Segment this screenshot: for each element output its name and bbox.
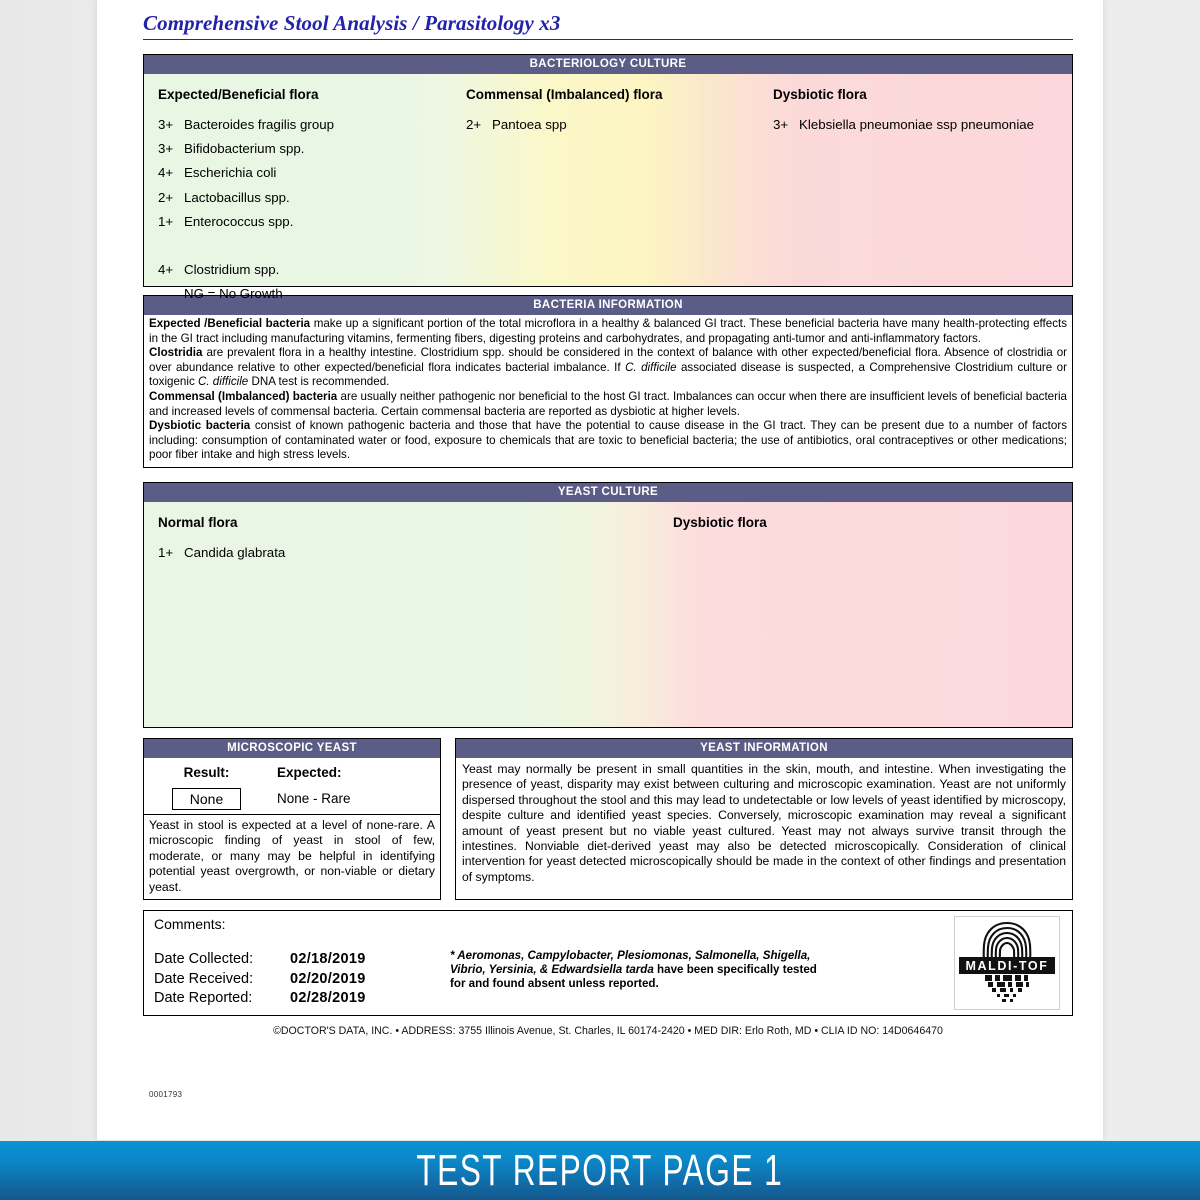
date-received-label: Date Received:: [154, 970, 254, 987]
paragraph-dysbiotic: [149, 419, 1067, 463]
normal-yeast-list: [158, 541, 638, 565]
maldi-tof-label: MALDI-TOF: [965, 958, 1049, 973]
date-received-row: [154, 970, 366, 990]
bacteriology-culture-panel: [143, 54, 1073, 302]
organism-name: Candida glabrata: [184, 544, 286, 560]
list-item: [466, 113, 756, 137]
report-page: [97, 0, 1103, 1140]
test-report-banner: [0, 1141, 1200, 1200]
paragraph-expected: [149, 317, 1067, 346]
yeast-culture-panel: [143, 482, 1073, 728]
column-dysbiotic-yeast: [673, 502, 1053, 530]
report-content: [143, 0, 1073, 1037]
result-column: [144, 765, 269, 810]
organism-level: 4+: [158, 165, 174, 181]
comments-label: Comments:: [154, 915, 226, 932]
expected-organism-list: [158, 113, 458, 306]
organism-name: Pantoea spp: [492, 117, 567, 132]
organism-level: 3+: [158, 117, 174, 132]
column-heading-dysbiotic-yeast: Dysbiotic flora: [673, 514, 767, 530]
list-item: [158, 541, 638, 565]
italic-c-difficile-2: C. difficile: [197, 375, 249, 389]
column-heading-commensal: Commensal (Imbalanced) flora: [466, 87, 663, 102]
organism-level: 1+: [158, 544, 174, 560]
organism-level: 2+: [158, 189, 174, 205]
microscopic-yeast-panel: [143, 738, 441, 900]
list-item: [158, 113, 458, 137]
list-item: [158, 186, 458, 210]
microscopic-yeast-values: [144, 758, 440, 814]
column-expected-flora: [158, 74, 458, 306]
microscopic-yeast-header: MICROSCOPIC YEAST: [144, 739, 440, 758]
text-clostridia-2: associated disease is suspected, a Comprehensive Clostridium culture or toxigenic: [149, 360, 1067, 389]
column-heading-normal: Normal flora: [158, 514, 238, 530]
banner-label: TEST REPORT PAGE 1: [416, 1145, 784, 1195]
yeast-information-header: YEAST INFORMATION: [456, 739, 1072, 758]
footnote-text: have been specifically tested for and found absent unless reported.: [450, 963, 817, 991]
date-collected-label: Date Collected:: [154, 950, 254, 967]
commensal-organism-list: [466, 113, 756, 137]
label-commensal-bacteria: Commensal (Imbalanced) bacteria: [149, 389, 338, 403]
maldi-tof-pixel-dissolve: [985, 975, 1029, 1002]
list-item: [158, 137, 458, 161]
italic-c-difficile-1: C. difficile: [625, 360, 677, 374]
dysbiotic-organism-list: [773, 113, 1093, 137]
dates-block: [154, 950, 366, 1009]
text-commensal-bacteria: are usually neither pathogenic nor beneficial to the host GI tract. Imbalances can occur when there are insufficient levels of beneficial bacteria and increased levels of commensal bacteria. Certain commensal bacteria are reported as dysbiotic at higher levels.: [149, 389, 1067, 418]
column-normal-flora: [158, 502, 638, 565]
organism-level: 2+: [466, 117, 482, 132]
date-reported-row: [154, 989, 366, 1009]
label-dysbiotic-bacteria: Dysbiotic bacteria: [149, 419, 251, 433]
title-divider: [143, 39, 1073, 40]
text-clostridia-1: are prevalent flora in a healthy intestine. Clostridium spp. should be considered in the context of balance with other expected/beneficial flora. Absence of clostridia or over abundance relative to other expected/beneficial flora indicates bacterial imbalance. If: [149, 346, 1067, 374]
date-reported-value: 02/28/2019: [290, 990, 366, 1007]
list-item: [158, 161, 458, 185]
microscopic-yeast-note: Yeast in stool is expected at a level of none-rare. A microscopic finding of yeast in stool of few, moderate, or many may be helpful in identifying potential yeast overgrowth, or non-viable or dietary yeast.: [144, 814, 440, 899]
label-clostridia: Clostridia: [149, 346, 203, 360]
organism-name: Escherichia coli: [184, 165, 277, 181]
text-dysbiotic-bacteria: consist of known pathogenic bacteria and those that have the potential to cause disease in the GI tract. They can be present due to a number of factors including: consumption of contaminated water or food, exposure to chemicals that are toxic to beneficial bacteria; the use of antibiotics, oral contraceptives or other medications; poor fiber intake and high stress levels.: [149, 419, 1067, 462]
column-heading-dysbiotic: Dysbiotic flora: [773, 87, 867, 102]
bacteria-information-body: [144, 315, 1072, 467]
yeast-culture-header: YEAST CULTURE: [144, 483, 1072, 502]
label-expected-bacteria: Expected /Beneficial bacteria: [149, 317, 311, 330]
yeast-culture-body: [144, 502, 1072, 727]
list-spacer: [158, 234, 458, 258]
date-reported-label: Date Reported:: [154, 990, 253, 1007]
organism-name: Bifidobacterium spp.: [184, 141, 305, 157]
expected-column: [269, 765, 440, 810]
lab-footer: ©DOCTOR'S DATA, INC. • ADDRESS: 3755 Illinois Avenue, St. Charles, IL 60174-2420 • MED DIR: Erlo Roth, MD • CLIA ID NO: 14D0646470: [273, 1024, 943, 1037]
bottom-panels-row: [143, 738, 1073, 900]
text-clostridia-3: DNA test is recommended.: [248, 375, 390, 389]
expected-label: Expected:: [277, 764, 342, 780]
document-number: 0001793: [149, 1090, 183, 1099]
list-item-clostridia: [158, 258, 458, 282]
organism-name: Lactobacillus spp.: [184, 189, 290, 205]
organism-level: 3+: [773, 117, 789, 132]
organism-name: Enterococcus spp.: [184, 213, 294, 229]
comments-panel: [143, 910, 1073, 1016]
organism-name: Bacteroides fragilis group: [184, 117, 335, 132]
column-commensal-flora: [466, 74, 756, 137]
organism-level: 3+: [158, 141, 174, 157]
result-value-box: None: [172, 788, 241, 810]
maldi-tof-fingerprint-icon: [955, 917, 1059, 1009]
pathogen-footnote: [450, 949, 830, 992]
expected-value: None - Rare: [277, 790, 351, 806]
date-collected-value: 02/18/2019: [290, 950, 366, 967]
yeast-information-panel: [455, 738, 1073, 900]
organism-level: 1+: [158, 213, 174, 229]
organism-name: Clostridium spp.: [184, 262, 280, 278]
no-growth-legend: NG = No Growth: [184, 286, 283, 302]
column-dysbiotic-flora: [773, 74, 1093, 137]
paragraph-commensal: [149, 390, 1067, 419]
list-item: [158, 210, 458, 234]
result-label: Result:: [183, 764, 230, 780]
bacteriology-culture-body: [144, 74, 1072, 302]
page-title: Comprehensive Stool Analysis / Parasitology x3: [143, 11, 561, 35]
date-collected-row: [154, 950, 366, 970]
text-expected-bacteria: make up a significant portion of the total microflora in a healthy & balanced GI tract. These beneficial bacteria have many health-protecting effects in the GI tract including manufacturing vitamins, fermenting fibers, digesting proteins and carbohydrates, and propagating anti-tumor and anti-inflammatory factors.: [149, 317, 1068, 345]
list-item: [773, 113, 1093, 137]
maldi-tof-logo: [954, 916, 1060, 1010]
footnote-organisms: * Aeromonas, Campylobacter, Plesiomonas, Salmonella, Shigella, Vibrio, Yersinia, & Edwardsiella tarda: [450, 948, 811, 977]
paragraph-clostridia: [149, 346, 1067, 390]
organism-level: 4+: [158, 262, 174, 278]
bacteria-information-header: BACTERIA INFORMATION: [144, 296, 1072, 315]
organism-name: Klebsiella pneumoniae ssp pneumoniae: [799, 117, 1035, 132]
date-received-value: 02/20/2019: [290, 970, 366, 987]
bacteria-information-panel: [143, 295, 1073, 468]
bacteriology-culture-header: BACTERIOLOGY CULTURE: [144, 55, 1072, 74]
column-heading-expected: Expected/Beneficial flora: [158, 87, 319, 102]
yeast-information-body: Yeast may normally be present in small quantities in the skin, mouth, and intestine. When investigating the presence of yeast, disparity may exist between culturing and microscopic examination. Yeast are not uniformly dispersed throughout the stool and this may lead to undetectable or low levels of yeast identified by microscopy, despite culture and identified yeast species. Conversely, microscopic examination may reveal a significant amount of yeast present but no viable yeast cultured. Yeast may not always survive transit through the intestines. Nonviable diet-derived yeast may also be detected microscopically. Consideration of clinical intervention for yeast detected microscopically should be made in the context of other findings and presentation of symptoms.: [462, 761, 1066, 884]
